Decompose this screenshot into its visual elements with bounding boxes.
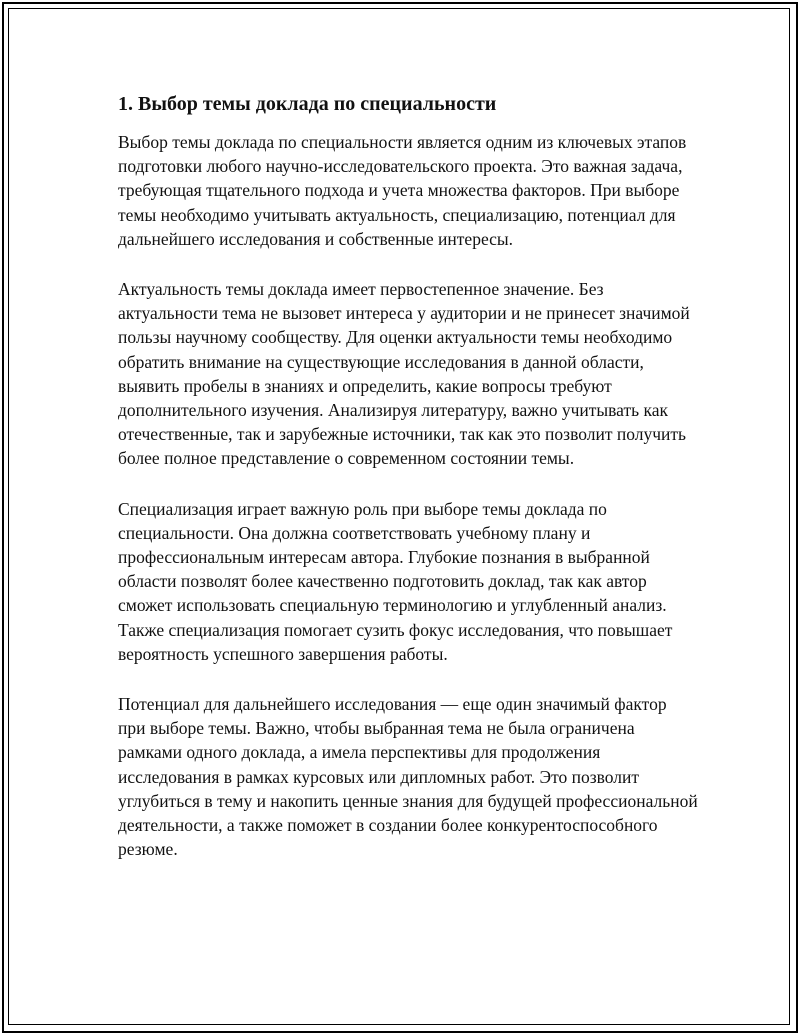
paragraph-intro: Выбор темы доклада по специальности является одним из ключевых этапов подготовки любого научно-исследовательского проекта. Это важная задача, требующая тщательного подхода и учета множества факторов. При выборе темы необходимо учитывать актуальность, специализацию, потенциал для дальнейшего исследования и собственные интересы.	[118, 132, 687, 249]
paragraph-specialization: Специализация играет важную роль при выборе темы доклада по специальности. Она должна соответствовать учебному плану и профессиональным интересам автора. Глубокие познания в выбранной области позволят более качественно подготовить доклад, так как автор сможет использовать специальную терминологию и углубленный анализ. Также специализация помогает сузить фокус исследования, что повышает вероятность успешного завершения работы.	[118, 498, 673, 664]
paragraph-relevance: Актуальность темы доклада имеет первостепенное значение. Без актуальности тема не вызовет интереса у аудитории и не принесет значимой пользы научному сообществу. Для оценки актуальности темы необходимо обратить внимание на существующие исследования в данной области, выявить пробелы в знаниях и определить, какие вопросы требуют дополнительного изучения. Анализируя литературу, важно учитывать как отечественные, так и зарубежные источники, так как это позволит получить более полное представление о современном состоянии темы.	[118, 279, 690, 469]
document-body	[118, 90, 698, 887]
section-title: 1. Выбор темы доклада по специальности	[118, 93, 497, 115]
paragraph-potential: Потенциал для дальнейшего исследования — еще один значимый фактор при выборе темы. Важно, чтобы выбранная тема не была ограничена рамками одного доклада, а имела перспективы для продолжения исследования в рамках курсовых или дипломных работ. Это позволит углубиться в тему и накопить ценные знания для будущей профессиональной деятельности, а также поможет в создании более конкурентоспособного резюме.	[118, 694, 698, 860]
